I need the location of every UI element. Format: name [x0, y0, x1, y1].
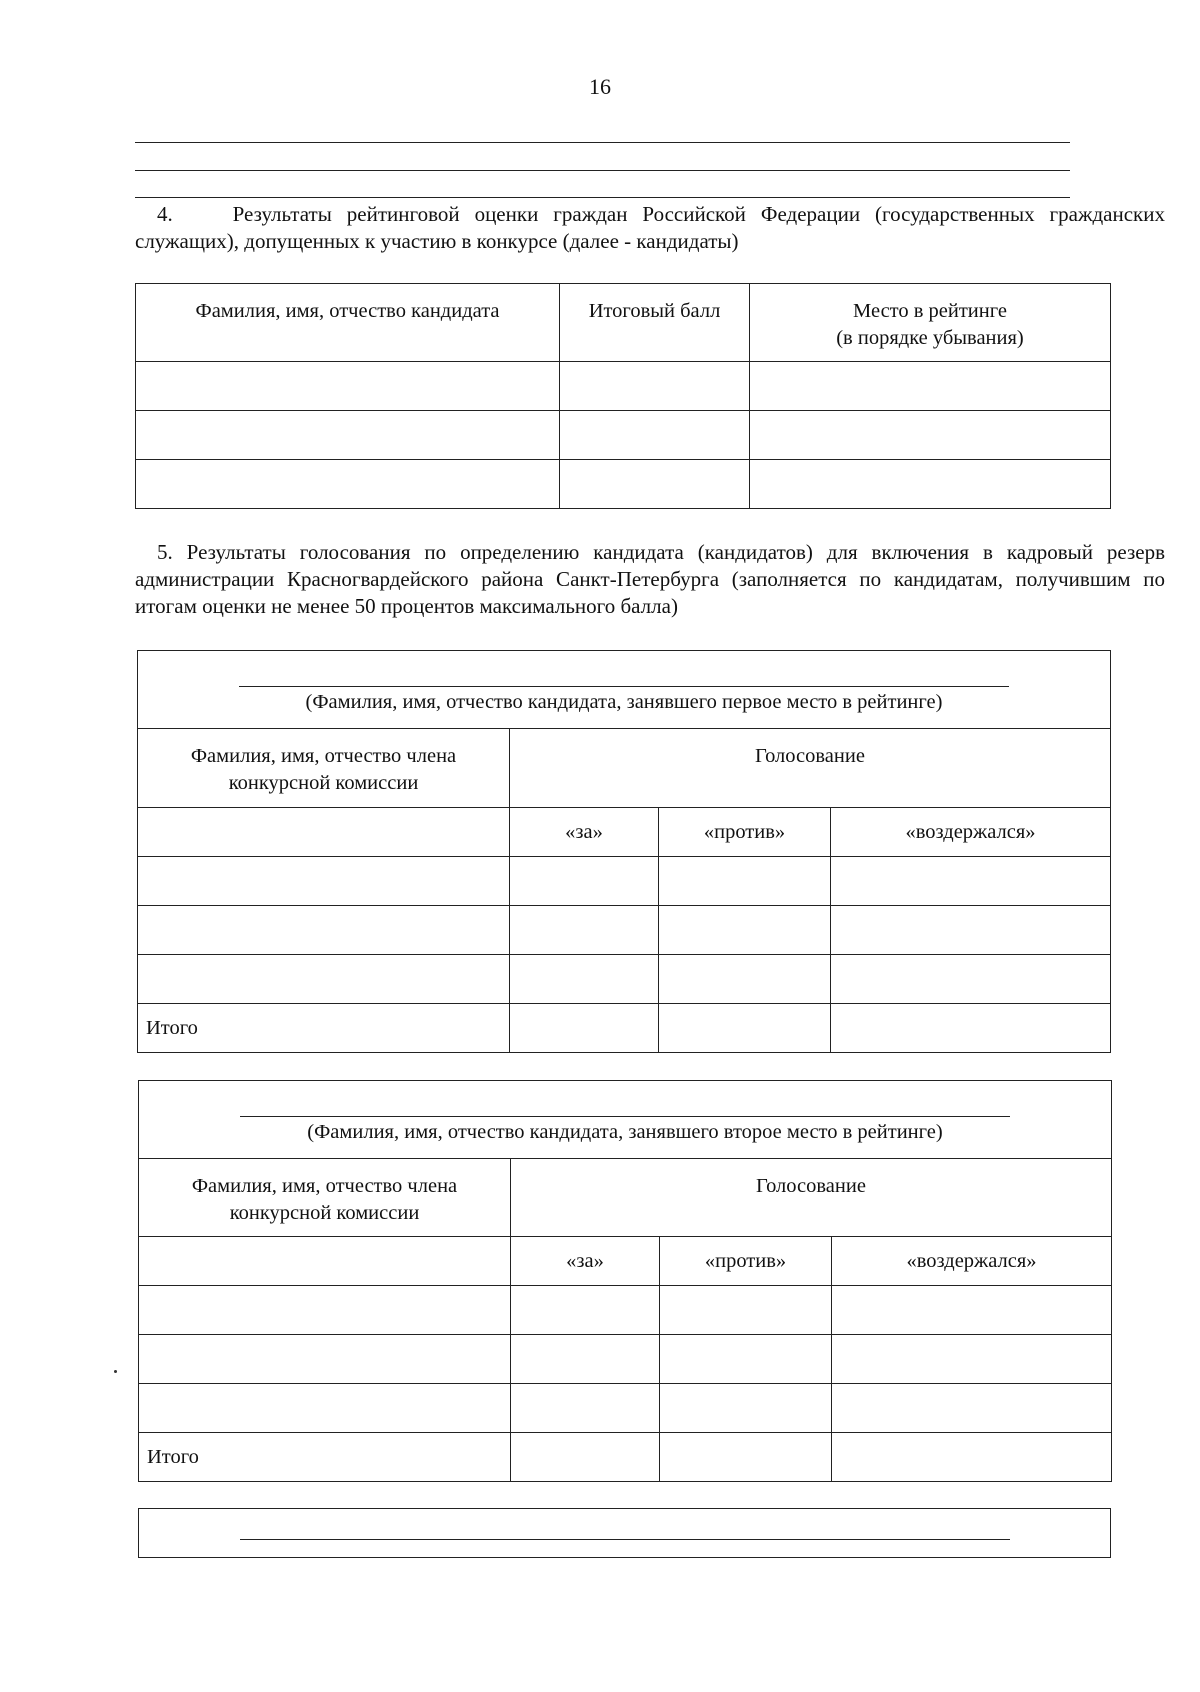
- vote-for-header: «за»: [510, 808, 659, 857]
- vote-cell[interactable]: [660, 1335, 832, 1384]
- vote-cell[interactable]: [510, 857, 659, 906]
- vote-cell[interactable]: [832, 1335, 1112, 1384]
- voting-table-third: [138, 1508, 1111, 1558]
- rating-header-name: Фамилия, имя, отчество кандидата: [136, 284, 560, 362]
- vote-cell[interactable]: [511, 1433, 660, 1482]
- vote-cell[interactable]: [831, 857, 1111, 906]
- vote-cell[interactable]: [510, 906, 659, 955]
- candidate-name-line: [240, 1116, 1010, 1117]
- table-row: [139, 1384, 1112, 1433]
- rating-cell[interactable]: [560, 362, 750, 411]
- member-header-line2: конкурсной комиссии: [228, 772, 419, 794]
- voting-table-first: [137, 650, 1111, 1053]
- rating-cell[interactable]: [560, 411, 750, 460]
- vote-cell[interactable]: [511, 1335, 660, 1384]
- vote-cell[interactable]: [660, 1384, 832, 1433]
- table-row: [136, 460, 1111, 509]
- member-header-line2: конкурсной комиссии: [229, 1202, 420, 1224]
- vote-cell[interactable]: [831, 906, 1111, 955]
- vote-for-header: «за»: [511, 1237, 660, 1286]
- vote-cell[interactable]: [831, 1004, 1111, 1053]
- blank-line: [135, 170, 1070, 171]
- candidate-name-line: [239, 686, 1009, 687]
- rating-cell[interactable]: [750, 460, 1111, 509]
- member-header: [138, 729, 510, 808]
- rating-cell[interactable]: [136, 460, 560, 509]
- rating-cell[interactable]: [136, 411, 560, 460]
- rating-cell[interactable]: [750, 362, 1111, 411]
- rating-cell[interactable]: [750, 411, 1111, 460]
- member-cell[interactable]: [139, 1335, 511, 1384]
- vote-cell[interactable]: [832, 1384, 1112, 1433]
- vote-cell[interactable]: [832, 1286, 1112, 1335]
- vote-cell[interactable]: [659, 955, 831, 1004]
- blank-line: [135, 197, 1070, 198]
- candidate-caption-cell: [139, 1509, 1111, 1558]
- section-4-text: [135, 201, 1165, 255]
- candidate-caption: (Фамилия, имя, отчество кандидата, занявшего первое место в рейтинге): [305, 691, 943, 713]
- candidate-caption-cell: [138, 651, 1111, 729]
- rating-header-score: Итоговый балл: [560, 284, 750, 362]
- rating-header-place-line2: (в порядке убывания): [836, 327, 1024, 349]
- rating-table: [135, 283, 1111, 509]
- table-row: [136, 411, 1111, 460]
- rating-header-place-line1: Место в рейтинге: [853, 300, 1007, 322]
- section-4-number: 4.: [157, 202, 173, 226]
- member-cell[interactable]: [138, 955, 510, 1004]
- member-header-line1: Фамилия, имя, отчество члена: [190, 745, 457, 767]
- voting-header: Голосование: [510, 729, 1111, 808]
- blank-line: [135, 142, 1070, 143]
- total-label: Итого: [139, 1433, 511, 1482]
- vote-abstain-header: «воздержался»: [831, 808, 1111, 857]
- section-4-body: Результаты рейтинговой оценки граждан Российской Федерации (государственных гражданских служащих), допущенных к участию в конкурсе (далее - кандидаты): [135, 202, 1165, 253]
- table-row: [139, 1286, 1112, 1335]
- vote-cell[interactable]: [510, 1004, 659, 1053]
- table-row: [136, 362, 1111, 411]
- vote-cell[interactable]: [511, 1286, 660, 1335]
- voting-table-second: [138, 1080, 1112, 1482]
- member-cell[interactable]: [139, 1384, 511, 1433]
- rating-header-place: [750, 284, 1111, 362]
- vote-against-header: «против»: [659, 808, 831, 857]
- vote-cell[interactable]: [831, 955, 1111, 1004]
- vote-against-header: «против»: [660, 1237, 832, 1286]
- candidate-name-line: [240, 1539, 1010, 1540]
- rating-cell[interactable]: [560, 460, 750, 509]
- candidate-caption: (Фамилия, имя, отчество кандидата, занявшего второе место в рейтинге): [307, 1121, 943, 1143]
- section-5-text: 5. Результаты голосования по определению кандидата (кандидатов) для включения в кадровый резерв администрации Красногвардейского района Санкт-Петербурга (заполняется по кандидатам, получившим по итогам оценки не менее 50 процентов максимального балла): [135, 540, 1165, 618]
- vote-cell[interactable]: [659, 857, 831, 906]
- member-header-line1: Фамилия, имя, отчество члена: [191, 1175, 458, 1197]
- member-cell[interactable]: [139, 1286, 511, 1335]
- total-label: Итого: [138, 1004, 510, 1053]
- table-row: [138, 857, 1111, 906]
- page-number: 16: [589, 74, 611, 99]
- rating-cell[interactable]: [136, 362, 560, 411]
- table-row: [138, 955, 1111, 1004]
- vote-cell[interactable]: [660, 1433, 832, 1482]
- member-cell[interactable]: [138, 857, 510, 906]
- voting-header: Голосование: [511, 1159, 1112, 1237]
- member-cell[interactable]: [138, 906, 510, 955]
- candidate-caption-cell: [139, 1081, 1112, 1159]
- scan-speck: [114, 1370, 117, 1373]
- vote-abstain-header: «воздержался»: [832, 1237, 1112, 1286]
- vote-cell[interactable]: [511, 1384, 660, 1433]
- member-cell[interactable]: [138, 808, 510, 857]
- vote-cell[interactable]: [659, 906, 831, 955]
- member-header: [139, 1159, 511, 1237]
- vote-cell[interactable]: [832, 1433, 1112, 1482]
- vote-cell[interactable]: [510, 955, 659, 1004]
- member-cell[interactable]: [139, 1237, 511, 1286]
- vote-cell[interactable]: [659, 1004, 831, 1053]
- table-row: [139, 1335, 1112, 1384]
- table-row: [138, 906, 1111, 955]
- vote-cell[interactable]: [660, 1286, 832, 1335]
